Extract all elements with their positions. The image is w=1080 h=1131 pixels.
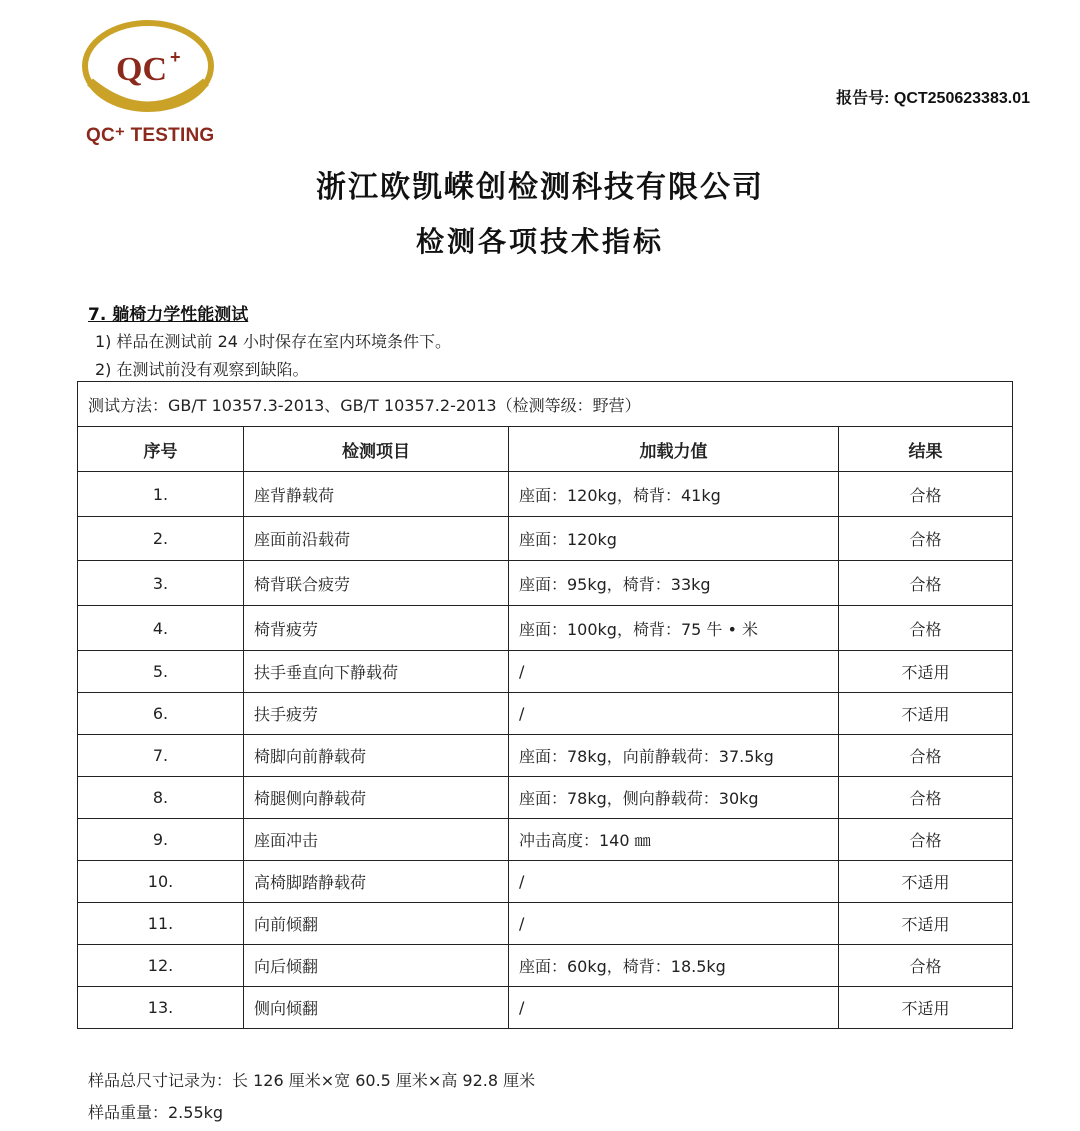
table-row [78, 472, 1013, 517]
load-value: / [509, 861, 839, 903]
note-2: 2) 在测试前没有观察到缺陷。 [95, 360, 309, 379]
logo-caption: QC⁺ TESTING [86, 125, 215, 146]
table-header-row [78, 427, 1013, 472]
table-row [78, 735, 1013, 777]
test-item: 椅腿侧向静载荷 [244, 777, 509, 819]
row-number: 5. [78, 651, 244, 693]
table-row [78, 987, 1013, 1029]
load-value: / [509, 693, 839, 735]
result: 不适用 [839, 693, 1013, 735]
test-item: 椅脚向前静载荷 [244, 735, 509, 777]
test-item: 椅背疲劳 [244, 606, 509, 651]
row-number: 2. [78, 517, 244, 561]
result: 合格 [839, 606, 1013, 651]
svg-text:QC: QC [116, 51, 167, 88]
row-number: 12. [78, 945, 244, 987]
load-value: 座面：100kg，椅背：75 牛 • 米 [509, 606, 839, 651]
column-header-load: 加载力值 [509, 427, 839, 472]
row-number: 13. [78, 987, 244, 1029]
table-row [78, 861, 1013, 903]
test-item: 座面冲击 [244, 819, 509, 861]
result: 合格 [839, 561, 1013, 606]
qc-plus-logo-icon [80, 18, 220, 128]
row-number: 6. [78, 693, 244, 735]
column-header-result: 结果 [839, 427, 1013, 472]
result: 合格 [839, 472, 1013, 517]
table-row [78, 517, 1013, 561]
report-number: 报告号: QCT250623383.01 [836, 90, 1030, 107]
table-row [78, 606, 1013, 651]
table-row [78, 945, 1013, 987]
test-item: 扶手垂直向下静载荷 [244, 651, 509, 693]
load-value: / [509, 987, 839, 1029]
table-row [78, 903, 1013, 945]
svg-text:+: + [170, 47, 181, 67]
load-value: 座面：120kg，椅背：41kg [509, 472, 839, 517]
load-value: / [509, 903, 839, 945]
load-value: 座面：95kg，椅背：33kg [509, 561, 839, 606]
load-value: 座面：78kg，向前静载荷：37.5kg [509, 735, 839, 777]
test-item: 扶手疲劳 [244, 693, 509, 735]
result: 不适用 [839, 903, 1013, 945]
result: 不适用 [839, 861, 1013, 903]
document-title: 检测各项技术指标 [415, 225, 664, 258]
result: 不适用 [839, 987, 1013, 1029]
result: 合格 [839, 735, 1013, 777]
test-item: 高椅脚踏静载荷 [244, 861, 509, 903]
load-value: 座面：120kg [509, 517, 839, 561]
company-name: 浙江欧凯嵘创检测科技有限公司 [316, 170, 764, 205]
test-item: 侧向倾翻 [244, 987, 509, 1029]
load-value: 座面：60kg，椅背：18.5kg [509, 945, 839, 987]
row-number: 3. [78, 561, 244, 606]
load-value: 冲击高度：140 ㎜ [509, 819, 839, 861]
row-number: 1. [78, 472, 244, 517]
section-heading: 7. 躺椅力学性能测试 [88, 305, 249, 325]
test-item: 向前倾翻 [244, 903, 509, 945]
note-1: 1) 样品在测试前 24 小时保存在室内环境条件下。 [95, 332, 452, 351]
table-row [78, 651, 1013, 693]
result: 合格 [839, 517, 1013, 561]
company-logo [80, 18, 220, 148]
load-value: 座面：78kg，侧向静载荷：30kg [509, 777, 839, 819]
result: 不适用 [839, 651, 1013, 693]
row-number: 4. [78, 606, 244, 651]
result: 合格 [839, 945, 1013, 987]
test-method-row [78, 382, 1013, 427]
test-item: 座背静载荷 [244, 472, 509, 517]
table-row [78, 819, 1013, 861]
table-row [78, 561, 1013, 606]
sample-dimensions: 样品总尺寸记录为：长 126 厘米×宽 60.5 厘米×高 92.8 厘米 [88, 1071, 536, 1090]
table-row [78, 777, 1013, 819]
test-item: 椅背联合疲劳 [244, 561, 509, 606]
load-value: / [509, 651, 839, 693]
test-item: 向后倾翻 [244, 945, 509, 987]
row-number: 9. [78, 819, 244, 861]
column-header-item: 检测项目 [244, 427, 509, 472]
test-method: 测试方法：GB/T 10357.3-2013、GB/T 10357.2-2013（检测等级：野营） [78, 382, 1013, 427]
table-row [78, 693, 1013, 735]
row-number: 11. [78, 903, 244, 945]
row-number: 7. [78, 735, 244, 777]
column-header-no: 序号 [78, 427, 244, 472]
result: 合格 [839, 777, 1013, 819]
row-number: 8. [78, 777, 244, 819]
results-table [77, 381, 1013, 1029]
sample-weight: 样品重量：2.55kg [88, 1103, 224, 1122]
row-number: 10. [78, 861, 244, 903]
test-item: 座面前沿载荷 [244, 517, 509, 561]
result: 合格 [839, 819, 1013, 861]
